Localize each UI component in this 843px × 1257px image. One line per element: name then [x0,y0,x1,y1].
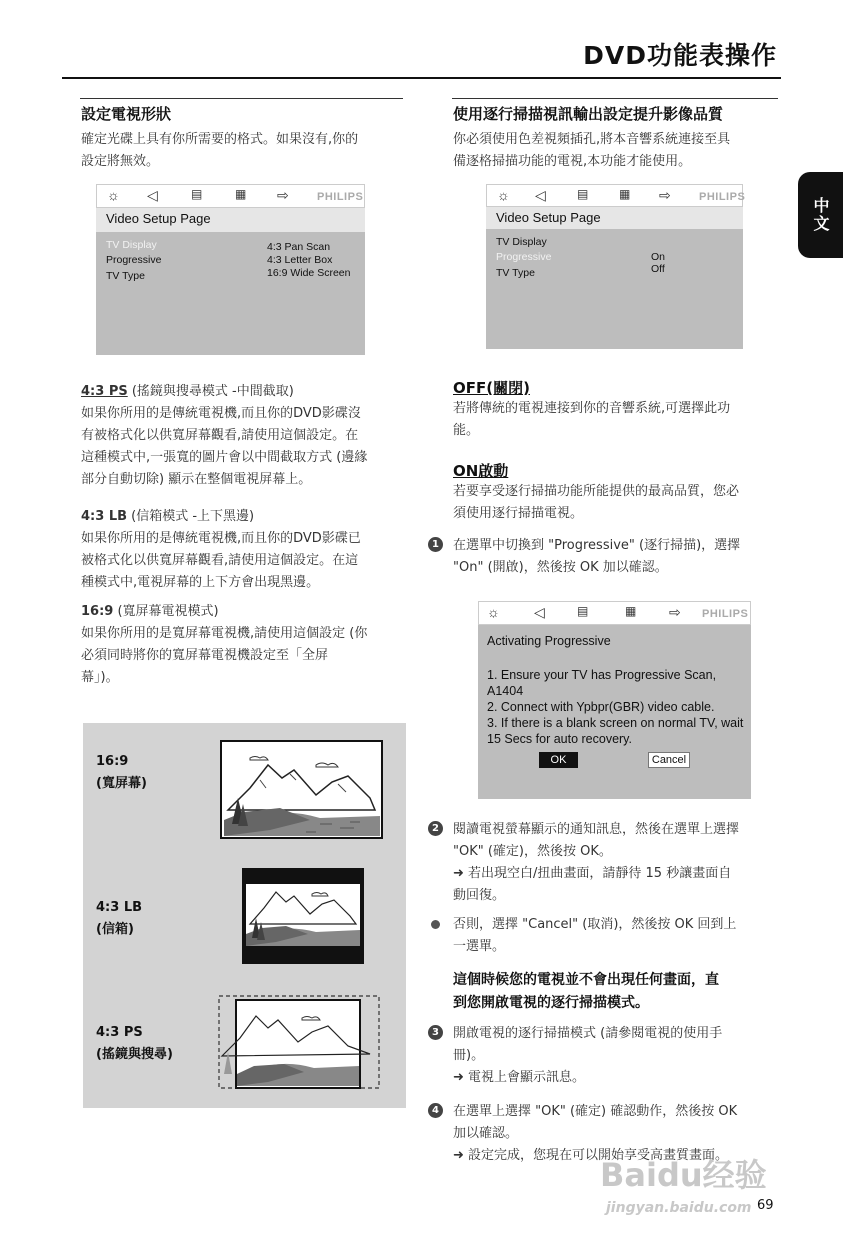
exit-icon: ⇨ [669,604,681,620]
wide-screen-tv-drawing [220,740,383,839]
step-3-text: 開啟電視的逐行掃描模式 (請參閱電視的使用手 冊)。 ➜ 電視上會顯示訊息。 [453,1026,723,1085]
menu-item-tv-type[interactable]: TV Type [106,270,145,282]
menu-item-progressive[interactable]: Progressive [496,251,552,263]
aspect-ratio-illustration [83,723,406,1108]
osd-icon-bar [486,184,746,207]
page-number: 69 [757,1198,774,1213]
step-4-text: 在選單上選擇 "OK" (確定) 確認動作，然後按 OK 加以確認。 ➜ 設定完成，您現在可以開始享受高畫質畫面。 [453,1104,738,1163]
cancel-instruction: 否則，選擇 "Cancel" (取消)，然後按 OK 回到上 一選單。 [453,917,737,954]
option-on[interactable]: On [651,251,666,263]
menu-item-tv-display[interactable]: TV Display [106,239,157,251]
step-2-text: 閱讀電視螢幕顯示的通知訊息，然後在選單上選擇 "OK" (確定)，然後按 OK。 ➜ 若出現空白/扭曲畫面，請靜待 15 秒讓畫面自 動回復。 [453,822,740,903]
page-title: DVD功能表操作 [583,41,777,70]
warning-note: 這個時候您的電視並不會出現任何畫面，直 到您開啟電視的逐行掃描模式。 [453,972,719,1011]
wide-label: 16:9 (寬屏幕) [96,754,147,791]
brand-logo: PHILIPS [702,608,749,620]
right-section-title: 使用逐行掃描視訊輸出設定提升影像品質 [453,105,724,123]
lb-description: 4:3 LB (信箱模式 -上下黑邊) 如果你所用的是傳統電視機,而且你的DVD影碟已 被格式化以供寬屏幕觀看,請使用這個設定。在這 種模式中,電視屏幕的上下方會出現黑邊。 [81,509,361,590]
osd-icon-bar [478,601,751,625]
title-rule [62,77,781,79]
speaker-icon: ◁ [535,187,546,203]
option-letter-box[interactable]: 4:3 Letter Box [267,254,333,266]
cancel-button[interactable]: Cancel [648,752,690,768]
off-description: 若將傳統的電視連接到你的音響系統,可選擇此功 能。 [453,401,731,438]
osd-heading: Video Setup Page [96,208,365,232]
preference-icon: ▦ [235,187,247,201]
pan-scan-tv-drawing [218,994,380,1090]
left-section-title: 設定電視形狀 [81,105,172,123]
watermark-url: jingyan.baidu.com [606,1200,752,1216]
preference-icon: ▦ [625,604,637,618]
preference-icon: ▦ [619,187,631,201]
menu-item-tv-display[interactable]: TV Display [496,236,547,248]
speaker-icon: ◁ [147,187,158,203]
progressive-instructions: 1. Ensure your TV has Progressive Scan, A1404 2. Connect with Ypbpr(GBR) video cable. 3. If there is a blank screen on normal TV, wait 15 Secs for auto recovery. [487,668,744,746]
picture-settings-icon: ☼ [487,604,500,620]
wide-description: 16:9 (寬屏幕電視模式) 如果你所用的是寬屏幕電視機,請使用這個設定 (你 必須同時將你的寬屏幕電視機設定至「全屏 幕」)。 [81,604,368,685]
left-intro: 確定光碟上具有你所需要的格式。如果沒有,你的 設定將無效。 [81,132,359,169]
osd-heading: Video Setup Page [486,207,743,229]
option-wide-screen[interactable]: 16:9 Wide Screen [267,267,351,279]
exit-icon: ⇨ [277,187,289,203]
on-heading: ON啟動 [453,462,509,480]
menu-item-tv-type[interactable]: TV Type [496,267,535,279]
brand-logo: PHILIPS [699,191,746,203]
activating-progressive-osd [478,601,751,799]
ps-description: 4:3 PS (搖鏡與搜尋模式 -中間截取) 如果你所用的是傳統電視機,而且你的DVD影碟沒 有被格式化以供寬屏幕觀看,請使用這個設定。在 這種模式中,一張寬的圖片會以中間截取方式 (邊緣 部分自動切除) 顯示在整個電視屏幕上。 [81,384,368,487]
video-setup-icon: ▤ [577,604,589,618]
right-intro: 你必須使用色差視頻插孔,將本音響系統連接至具 備逐格掃描功能的電視,本功能才能使用。 [453,132,731,169]
video-setup-osd-progressive [486,184,746,349]
progressive-heading: Activating Progressive [487,634,611,648]
lb-label: 4:3 LB (信箱) [96,900,143,937]
ps-label: 4:3 PS (搖鏡與搜尋) [96,1025,173,1062]
video-setup-icon: ▤ [577,187,589,201]
menu-item-progressive[interactable]: Progressive [106,254,162,266]
option-pan-scan[interactable]: 4:3 Pan Scan [267,241,331,253]
option-off[interactable]: Off [651,263,665,275]
step-4-badge: 4 [428,1103,443,1118]
picture-settings-icon: ☼ [107,187,120,203]
off-heading: OFF(關閉) [453,379,530,397]
language-tab: 中文 [798,172,843,258]
video-setup-osd-tv-display [96,184,365,355]
left-section-rule [80,98,403,99]
baidu-watermark: Baidu经验 [600,1156,767,1194]
osd-icon-bar [96,184,365,208]
bullet-dot [431,920,440,929]
step-2-badge: 2 [428,821,443,836]
step-3-badge: 3 [428,1025,443,1040]
right-section-rule [452,98,778,99]
speaker-icon: ◁ [534,604,545,620]
exit-icon: ⇨ [659,187,671,203]
step-1-text: 在選單中切換到 "Progressive" (逐行掃描)，選擇 "On" (開啟)，然後按 OK 加以確認。 [453,538,741,575]
picture-settings-icon: ☼ [497,187,510,203]
on-description: 若要享受逐行掃描功能所能提供的最高品質，您必 須使用逐行掃描電視。 [453,484,740,521]
video-setup-icon: ▤ [191,187,203,201]
letter-box-tv-drawing [242,868,364,964]
step-1-badge: 1 [428,537,443,552]
ok-button[interactable]: OK [539,752,578,768]
brand-logo: PHILIPS [317,191,364,203]
